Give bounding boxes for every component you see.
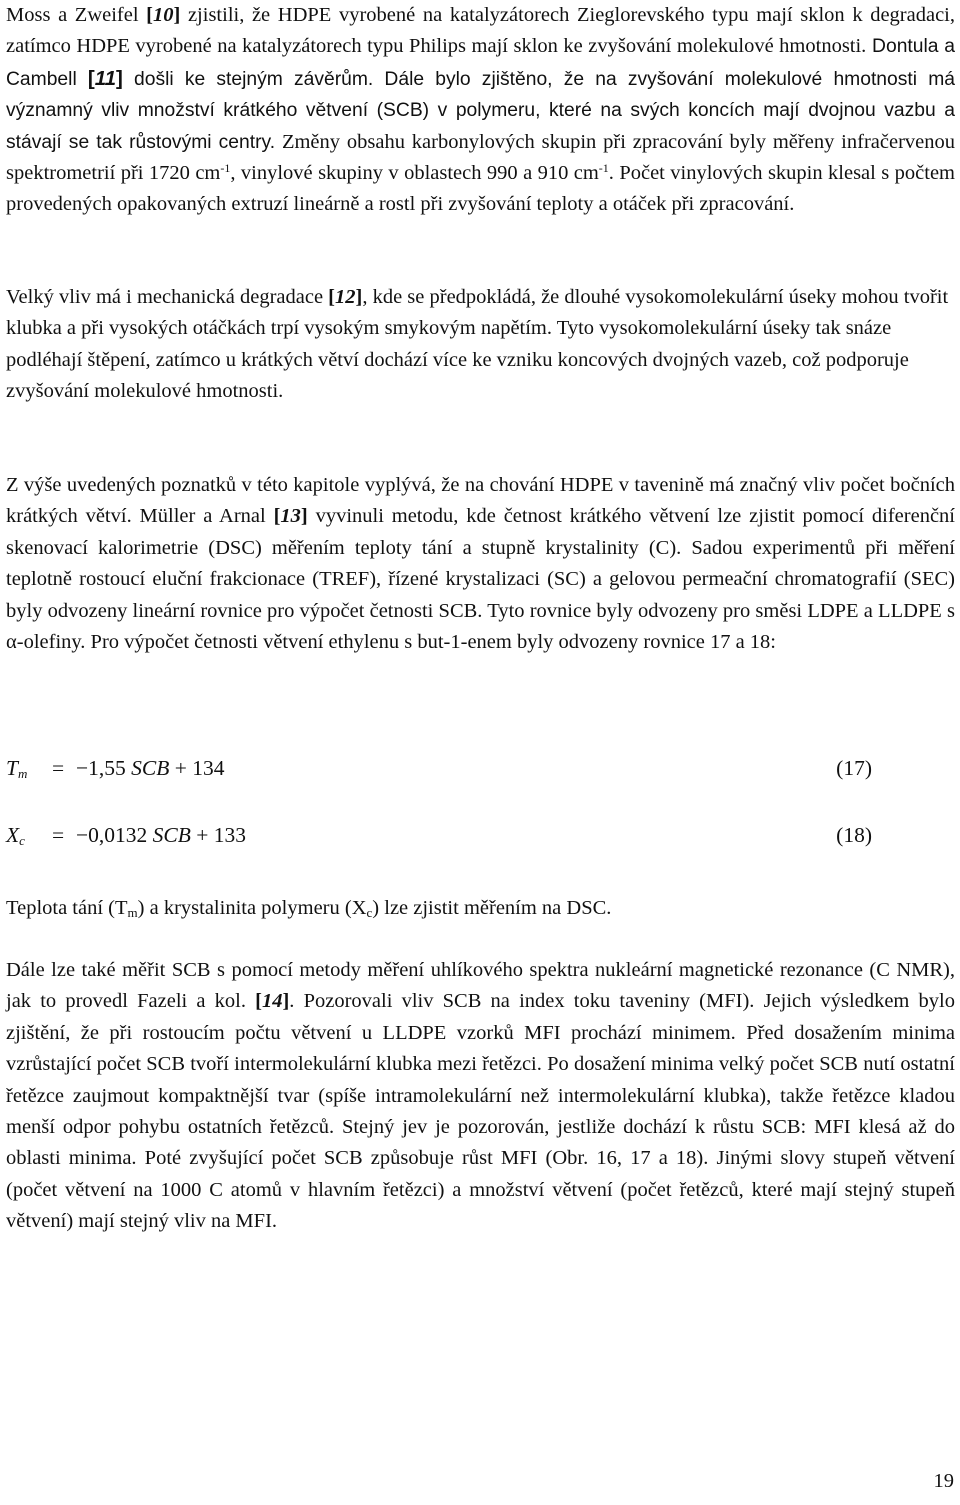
equation-variable: $T_m$ bbox=[6, 756, 28, 781]
page-number: 19 bbox=[933, 1470, 954, 1492]
equation-number: (18) bbox=[836, 823, 872, 847]
paragraph-dsc bbox=[6, 893, 955, 924]
citation-13: [13] bbox=[273, 505, 308, 528]
text-run: Moss a Zweifel bbox=[6, 4, 147, 26]
text-run: Změny obsahu karbonylových skupin při zpracování byly měřeny infračervenou spektrometrií při 1720 cm bbox=[6, 130, 955, 185]
subscript: c bbox=[366, 905, 373, 920]
paragraph-scb-methods bbox=[6, 470, 955, 658]
text-run: . Pozorovali vliv SCB na index toku taveniny (MFI). Jejich výsledkem bylo zjištění, že při rostoucím počtu větvení u LLDPE vzorků MFI prochází minimem. Před dosažením minima vzrůstající počet SCB tvoří intermolekulární klubka mezi řetězci. Po dosažení minima velký počet SCB nutí ostatní řetězce zaujmout kompaktnější tvar (spíše intramolekulární než intermolekulární klubka), takže řetězce kladou menší odpor pohybu ostatních řetězců. Stejný jev je pozorován, jestliže dochází k růstu SCB: MFI klesá až do oblasti minima. Poté zvyšující počet SCB způsobuje růst MFI (Obr. 16, 17 a 18). Jinými slovy stupeň větvení (počet větvení na 1000 C atomů v hlavním řetězci) a množství větvení (počet řetězců, které mají stejný stupeň větvení) mají stejný vliv na MFI. bbox=[6, 990, 955, 1233]
text-run: zjistili, že HDPE vyrobené na katalyzátorech Zieglorevského typu mají sklon k degradaci, zatímco HDPE vyrobené na katalyzátorech typu Philips mají sklon ke zvyšování molekulové hmotnosti. bbox=[6, 4, 955, 58]
equation-rhs: −0,0132 SCB + 133 bbox=[76, 823, 247, 847]
equation-17 bbox=[6, 756, 872, 786]
text-run: ) a krystalinita polymeru (X bbox=[137, 897, 367, 919]
text-run: vyvinuli metodu, kde četnost krátkého větvení lze zjistit pomocí diferenční skenovací kalorimetrie (DSC) měřením teploty tání a stupně krystalinity (C). Sadou experimentů při měření teplotně rostoucí eluční frakcionace (TREF), řízené krystalizaci (SC) a gelovou permeační chromatografií (SEC) byly odvozeny lineární rovnice pro výpočet četnosti SCB. Tyto rovnice byly odvozeny pro směsi LDPE a LLDPE s bbox=[6, 505, 955, 622]
paragraph-mechanical-degradation bbox=[6, 282, 955, 408]
citation-10: [10] bbox=[146, 4, 181, 26]
text-run: , kde se předpokládá, že dlouhé vysokomolekulární úseky mohou tvořit klubka a při vysokých otáčkách trpí vysokým smykovým napětím. Tyto vysokomolekulární úseky tak snáze podléhají štěpení, zatímco u krátkých větví dochází více ke vzniku koncových dvojných vazeb, což podporuje zvyšování molekulové hmotnosti. bbox=[6, 286, 949, 403]
text-run: Teplota tání (T bbox=[6, 897, 128, 919]
text-run: Dále bylo zjištěno, že na zvyšování molekulové hmotnosti má významný vliv množství krátkého větvení (SCB) v polymeru, které na svých koncích mají dvojnou vazbu a stávají se tak růstovými centry. bbox=[6, 68, 955, 153]
text-run: -olefiny. Pro výpočet četnosti větvení ethylenu s but-1-enem byly odvozeny rovnice 17 a 18: bbox=[16, 631, 777, 654]
citation-12: [12] bbox=[328, 286, 363, 308]
text-run: . Počet vinylových skupin klesal s počtem provedených opakovaných extruzí lineárně a rostl při zvyšování teploty a otáček při zpracování. bbox=[6, 162, 956, 216]
citation-11: [11] bbox=[87, 66, 123, 90]
text-run: , vinylové skupiny v oblastech 990 a 910 cm bbox=[230, 162, 599, 185]
text-run: Dále lze také měřit SCB s pomocí metody měření uhlíkového spektra nukleární magnetické rezonance (C NMR), jak to provedl Fazeli a kol. bbox=[6, 959, 955, 1013]
paragraph-degradation bbox=[6, 0, 955, 221]
text-run: ) lze zjistit měřením na DSC. bbox=[372, 897, 612, 919]
equation-rhs: −1,55 SCB + 134 bbox=[76, 756, 225, 780]
subscript: m bbox=[127, 905, 138, 920]
equation-number: (17) bbox=[836, 756, 872, 780]
citation-14: [14] bbox=[255, 990, 290, 1013]
text-run: Z výše uvedených poznatků v této kapitole vyplývá, že na chování HDPE v tavenině má značný vliv počet bočních krátkých větví. Müller a Arnal bbox=[6, 474, 955, 528]
equation-18 bbox=[6, 823, 872, 853]
text-run: Velký vliv má i mechanická degradace bbox=[6, 286, 329, 308]
equals-sign: = bbox=[52, 756, 65, 780]
superscript: -1 bbox=[220, 161, 231, 176]
equation-variable: $X_c$ bbox=[6, 823, 25, 848]
superscript: -1 bbox=[598, 161, 609, 176]
text-run: Dontula a Cambell bbox=[6, 36, 955, 90]
equals-sign: = bbox=[52, 823, 65, 847]
paragraph-nmr-mfi bbox=[6, 955, 955, 1238]
text-run: došli ke stejným závěrům. bbox=[122, 68, 374, 90]
alpha-symbol: α bbox=[6, 631, 17, 654]
